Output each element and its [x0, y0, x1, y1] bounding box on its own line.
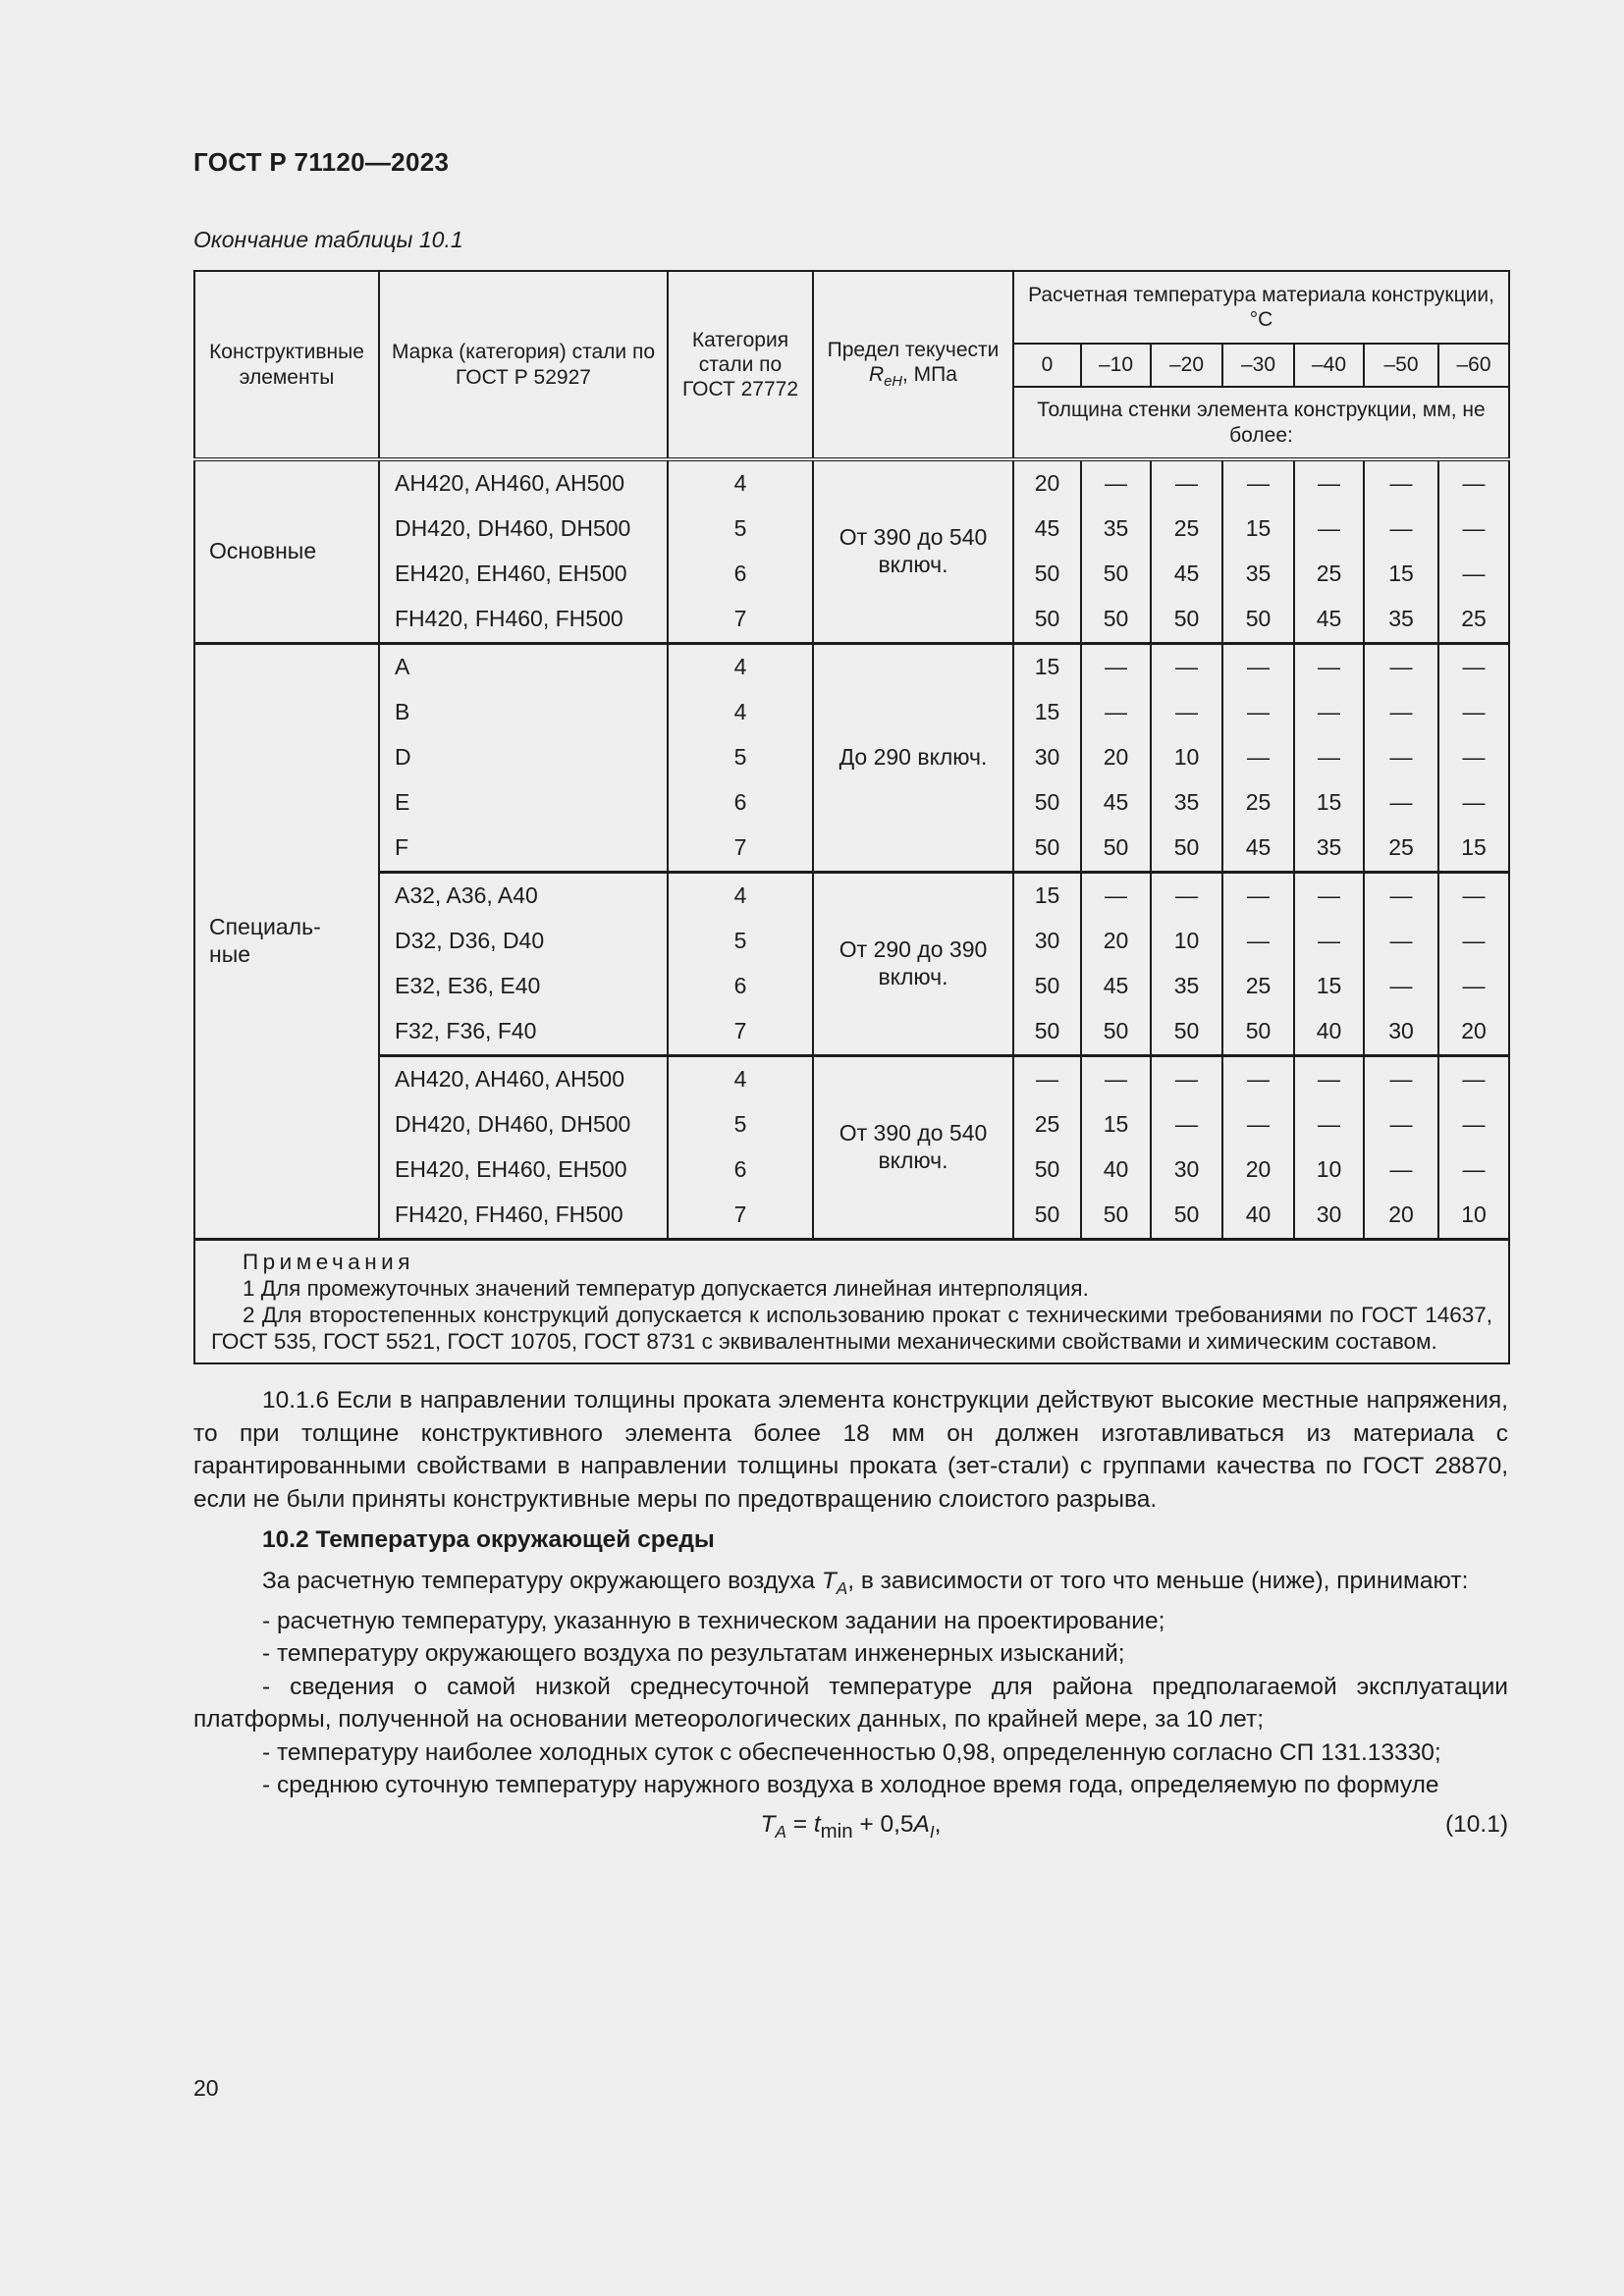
thickness-value-cell: 25: [1438, 597, 1509, 644]
thickness-value-cell: —: [1294, 507, 1364, 552]
temp-header-cell: –10: [1081, 344, 1151, 387]
thickness-value-cell: —: [1364, 964, 1438, 1009]
category-cell: 4: [668, 690, 813, 735]
formula-tail: ,: [934, 1810, 942, 1838]
element-special-line: ные: [209, 941, 251, 967]
thickness-value-cell: 15: [1438, 826, 1509, 873]
steel-grade-cell: E32, E36, E40: [379, 964, 668, 1009]
thickness-value-cell: —: [1222, 1056, 1294, 1103]
thickness-value-cell: —: [1294, 873, 1364, 920]
thickness-value-cell: 50: [1222, 597, 1294, 644]
thickness-value-cell: 15: [1013, 644, 1081, 691]
thickness-value-cell: —: [1364, 690, 1438, 735]
thickness-value-cell: —: [1438, 873, 1509, 920]
category-cell: 5: [668, 507, 813, 552]
thickness-value-cell: —: [1294, 1102, 1364, 1148]
thickness-value-cell: —: [1294, 644, 1364, 691]
formula-a: A: [913, 1810, 930, 1838]
formula-number: (10.1): [1444, 1810, 1508, 1838]
category-cell: 7: [668, 1193, 813, 1240]
thickness-value-cell: 15: [1222, 507, 1294, 552]
table-caption: Окончание таблицы 10.1: [193, 227, 463, 252]
thickness-value-cell: —: [1364, 780, 1438, 826]
thickness-value-cell: 50: [1151, 1193, 1222, 1240]
notes-title: Примечания: [243, 1250, 414, 1274]
thickness-value-cell: 35: [1151, 964, 1222, 1009]
steel-grade-cell: D32, D36, D40: [379, 919, 668, 964]
table-notes: [194, 1240, 1509, 1364]
thickness-value-cell: —: [1364, 919, 1438, 964]
category-cell: 6: [668, 1148, 813, 1193]
steel-grade-cell: A: [379, 644, 668, 691]
element-main-cell: Основные: [194, 459, 379, 644]
thickness-value-cell: 25: [1294, 552, 1364, 597]
temp-header-cell: –60: [1438, 344, 1509, 387]
temp-header-cell: 0: [1013, 344, 1081, 387]
thickness-value-cell: 40: [1081, 1148, 1151, 1193]
yield-strength-cell: До 290 включ.: [813, 644, 1013, 873]
thickness-value-cell: 45: [1151, 552, 1222, 597]
category-cell: 4: [668, 873, 813, 920]
note-2: 2 Для второстепенных конструкций допускается к использованию прокат с техническими требованиями по ГОСТ 14637, ГОСТ 535, ГОСТ 5521, ГОСТ 10705, ГОСТ 8731 с эквивалентными механическими свойствами и химическим составом.: [211, 1303, 1493, 1354]
element-special-line: Специаль-: [209, 914, 321, 940]
page-number: 20: [193, 2075, 219, 2101]
thickness-value-cell: 30: [1294, 1193, 1364, 1240]
formula-expression: [193, 1808, 1508, 1848]
steel-grade-cell: B: [379, 690, 668, 735]
thickness-value-cell: 15: [1081, 1102, 1151, 1148]
header-grade: Марка (категория) стали по ГОСТ Р 52927: [379, 271, 668, 459]
paragraph-design-temperature: [193, 1565, 1508, 1605]
category-cell: 5: [668, 735, 813, 780]
thickness-value-cell: 40: [1294, 1009, 1364, 1056]
thickness-value-cell: 15: [1294, 964, 1364, 1009]
thickness-value-cell: —: [1438, 552, 1509, 597]
list-item: - расчетную температуру, указанную в техническом задании на проектирование;: [262, 1607, 1165, 1634]
thickness-value-cell: —: [1013, 1056, 1081, 1103]
thickness-value-cell: 20: [1081, 919, 1151, 964]
thickness-value-cell: 25: [1151, 507, 1222, 552]
table-row: [194, 1056, 1509, 1103]
thickness-value-cell: 45: [1222, 826, 1294, 873]
list-item: - температуру окружающего воздуха по результатам инженерных изысканий;: [262, 1640, 1125, 1668]
thickness-value-cell: 35: [1151, 780, 1222, 826]
p2-text-end: , в зависимости от того что меньше (ниже), принимают:: [847, 1567, 1469, 1594]
thickness-value-cell: 20: [1081, 735, 1151, 780]
thickness-value-cell: 35: [1294, 826, 1364, 873]
steel-grade-cell: DH420, DH460, DH500: [379, 1102, 668, 1148]
formula-plus: + 0,5: [852, 1810, 914, 1838]
steel-grade-cell: E: [379, 780, 668, 826]
thickness-value-cell: —: [1151, 644, 1222, 691]
p2-symbol: T: [821, 1567, 837, 1594]
thickness-value-cell: —: [1081, 1056, 1151, 1103]
thickness-value-cell: —: [1222, 690, 1294, 735]
steel-thickness-table: [193, 270, 1510, 1364]
thickness-value-cell: 50: [1013, 597, 1081, 644]
table-row: [194, 644, 1509, 691]
thickness-value-cell: —: [1151, 1102, 1222, 1148]
notes-row: [194, 1240, 1509, 1364]
thickness-value-cell: —: [1222, 644, 1294, 691]
thickness-value-cell: 50: [1151, 1009, 1222, 1056]
thickness-value-cell: 50: [1081, 1009, 1151, 1056]
thickness-value-cell: 50: [1081, 552, 1151, 597]
formula-eq: =: [785, 1810, 814, 1838]
list-item: - сведения о самой низкой среднесуточной температуре для района предполагаемой эксплуатации платформы, полученной на основании метеорологических данных, по крайней мере, за 10 лет;: [193, 1673, 1508, 1734]
thickness-value-cell: 15: [1364, 552, 1438, 597]
thickness-value-cell: —: [1438, 1056, 1509, 1103]
thickness-value-cell: —: [1438, 735, 1509, 780]
thickness-value-cell: —: [1438, 459, 1509, 507]
thickness-value-cell: 20: [1222, 1148, 1294, 1193]
header-yield-unit: , МПа: [902, 363, 957, 387]
thickness-value-cell: 20: [1364, 1193, 1438, 1240]
header-temperature: Расчетная температура материала конструкции, °С: [1013, 271, 1509, 344]
thickness-value-cell: —: [1151, 690, 1222, 735]
category-cell: 4: [668, 459, 813, 507]
thickness-value-cell: —: [1438, 780, 1509, 826]
steel-grade-cell: EH420, EH460, EH500: [379, 552, 668, 597]
header-yield-sub: еН: [884, 374, 902, 391]
category-cell: 7: [668, 826, 813, 873]
category-cell: 4: [668, 1056, 813, 1103]
table-row: [194, 873, 1509, 920]
thickness-value-cell: —: [1364, 1102, 1438, 1148]
thickness-value-cell: 25: [1222, 964, 1294, 1009]
category-cell: 5: [668, 1102, 813, 1148]
thickness-value-cell: 50: [1013, 1148, 1081, 1193]
thickness-value-cell: —: [1364, 507, 1438, 552]
thickness-value-cell: —: [1081, 690, 1151, 735]
header-yield-symbol: R: [869, 363, 885, 387]
thickness-value-cell: —: [1364, 873, 1438, 920]
thickness-value-cell: 45: [1081, 964, 1151, 1009]
thickness-value-cell: 25: [1222, 780, 1294, 826]
thickness-value-cell: —: [1222, 735, 1294, 780]
thickness-value-cell: —: [1364, 735, 1438, 780]
thickness-value-cell: 50: [1013, 826, 1081, 873]
thickness-value-cell: 30: [1151, 1148, 1222, 1193]
thickness-value-cell: —: [1438, 964, 1509, 1009]
formula-lhs: T: [760, 1810, 776, 1838]
formula-t: t: [813, 1810, 821, 1838]
thickness-value-cell: 15: [1013, 873, 1081, 920]
steel-grade-cell: D: [379, 735, 668, 780]
thickness-value-cell: —: [1438, 1148, 1509, 1193]
thickness-value-cell: —: [1438, 644, 1509, 691]
thickness-value-cell: 20: [1438, 1009, 1509, 1056]
thickness-value-cell: 50: [1222, 1009, 1294, 1056]
thickness-value-cell: —: [1364, 1056, 1438, 1103]
thickness-value-cell: 10: [1438, 1193, 1509, 1240]
section-heading-10-2: 10.2 Температура окружающей среды: [262, 1526, 715, 1553]
category-cell: 4: [668, 644, 813, 691]
thickness-value-cell: 10: [1151, 919, 1222, 964]
thickness-value-cell: 25: [1013, 1102, 1081, 1148]
thickness-value-cell: 25: [1364, 826, 1438, 873]
thickness-value-cell: —: [1081, 459, 1151, 507]
category-cell: 7: [668, 1009, 813, 1056]
category-cell: 6: [668, 780, 813, 826]
steel-grade-cell: DH420, DH460, DH500: [379, 507, 668, 552]
thickness-value-cell: —: [1222, 919, 1294, 964]
thickness-value-cell: —: [1151, 459, 1222, 507]
yield-strength-cell: От 290 до 390 включ.: [813, 873, 1013, 1056]
table-row: [194, 459, 1509, 507]
thickness-value-cell: 30: [1364, 1009, 1438, 1056]
thickness-value-cell: 50: [1081, 826, 1151, 873]
list-item: - среднюю суточную температуру наружного воздуха в холодное время года, определяемую по формуле: [262, 1772, 1439, 1799]
thickness-value-cell: —: [1222, 1102, 1294, 1148]
thickness-value-cell: —: [1081, 873, 1151, 920]
thickness-value-cell: 50: [1081, 597, 1151, 644]
header-elements: Конструктивные элементы: [194, 271, 379, 459]
thickness-value-cell: —: [1151, 1056, 1222, 1103]
steel-grade-cell: AH420, AH460, AH500: [379, 459, 668, 507]
category-cell: 6: [668, 964, 813, 1009]
p2-text: За расчетную температуру окружающего воздуха: [262, 1567, 822, 1594]
thickness-value-cell: 50: [1013, 552, 1081, 597]
thickness-value-cell: 10: [1294, 1148, 1364, 1193]
thickness-value-cell: 35: [1222, 552, 1294, 597]
thickness-value-cell: —: [1364, 459, 1438, 507]
list-item: - температуру наиболее холодных суток с обеспеченностью 0,98, определенную согласно СП 131.13330;: [262, 1738, 1441, 1766]
thickness-value-cell: 15: [1294, 780, 1364, 826]
thickness-value-cell: 50: [1013, 1009, 1081, 1056]
thickness-value-cell: 30: [1013, 919, 1081, 964]
thickness-value-cell: 40: [1222, 1193, 1294, 1240]
paragraph-10-1-6: 10.1.6 Если в направлении толщины проката элемента конструкции действуют высокие местные напряжения, то при толщине конструктивного элемента более 18 мм он должен изготавливаться из материала с гарантированными свойствами в направлении толщины проката (зет-стали) с группами качества по ГОСТ 28870, если не были приняты конструктивные меры по предотвращению слоистого разрыва.: [193, 1387, 1508, 1513]
header-yield: [813, 271, 1013, 459]
formula-t-sub: min: [820, 1820, 853, 1842]
thickness-value-cell: 30: [1013, 735, 1081, 780]
thickness-value-cell: —: [1438, 690, 1509, 735]
yield-strength-cell: От 390 до 540 включ.: [813, 459, 1013, 644]
temp-header-cell: –40: [1294, 344, 1364, 387]
p2-symbol-sub: A: [836, 1577, 848, 1598]
thickness-value-cell: —: [1438, 919, 1509, 964]
header-thickness: Толщина стенки элемента конструкции, мм, не более:: [1013, 387, 1509, 459]
thickness-value-cell: 10: [1151, 735, 1222, 780]
thickness-value-cell: —: [1294, 919, 1364, 964]
temp-header-cell: –50: [1364, 344, 1438, 387]
steel-grade-cell: F: [379, 826, 668, 873]
steel-grade-cell: FH420, FH460, FH500: [379, 597, 668, 644]
thickness-value-cell: 35: [1364, 597, 1438, 644]
thickness-value-cell: —: [1364, 1148, 1438, 1193]
thickness-value-cell: —: [1294, 459, 1364, 507]
header-category: Категория стали по ГОСТ 27772: [668, 271, 813, 459]
thickness-value-cell: 50: [1151, 597, 1222, 644]
steel-grade-cell: AH420, AH460, AH500: [379, 1056, 668, 1103]
thickness-value-cell: 50: [1013, 1193, 1081, 1240]
thickness-value-cell: 20: [1013, 459, 1081, 507]
category-cell: 7: [668, 597, 813, 644]
body-text: [193, 1384, 1508, 1851]
thickness-value-cell: —: [1294, 735, 1364, 780]
temp-header-cell: –20: [1151, 344, 1222, 387]
thickness-value-cell: 50: [1013, 780, 1081, 826]
thickness-value-cell: —: [1222, 459, 1294, 507]
thickness-value-cell: —: [1081, 644, 1151, 691]
yield-strength-cell: От 390 до 540 включ.: [813, 1056, 1013, 1240]
formula-10-1: [193, 1808, 1508, 1851]
category-cell: 5: [668, 919, 813, 964]
thickness-value-cell: —: [1151, 873, 1222, 920]
thickness-value-cell: —: [1294, 690, 1364, 735]
note-1: 1 Для промежуточных значений температур допускается линейная интерполяция.: [243, 1276, 1089, 1301]
category-cell: 6: [668, 552, 813, 597]
thickness-value-cell: 15: [1013, 690, 1081, 735]
thickness-value-cell: 45: [1013, 507, 1081, 552]
steel-grade-cell: F32, F36, F40: [379, 1009, 668, 1056]
thickness-value-cell: 50: [1151, 826, 1222, 873]
thickness-value-cell: —: [1294, 1056, 1364, 1103]
steel-grade-cell: EH420, EH460, EH500: [379, 1148, 668, 1193]
thickness-value-cell: —: [1438, 507, 1509, 552]
thickness-value-cell: —: [1438, 1102, 1509, 1148]
thickness-value-cell: 45: [1081, 780, 1151, 826]
formula-a-sub: I: [929, 1821, 935, 1842]
thickness-value-cell: —: [1364, 644, 1438, 691]
thickness-value-cell: 50: [1013, 964, 1081, 1009]
thickness-value-cell: 45: [1294, 597, 1364, 644]
steel-grade-cell: FH420, FH460, FH500: [379, 1193, 668, 1240]
header-yield-text: Предел текучести: [827, 338, 1000, 361]
thickness-value-cell: —: [1222, 873, 1294, 920]
document-header: ГОСТ Р 71120—2023: [193, 147, 450, 177]
element-special-cell: [194, 644, 379, 1240]
temp-header-cell: –30: [1222, 344, 1294, 387]
thickness-value-cell: 35: [1081, 507, 1151, 552]
steel-grade-cell: A32, A36, A40: [379, 873, 668, 920]
thickness-value-cell: 50: [1081, 1193, 1151, 1240]
formula-lhs-sub: A: [775, 1821, 786, 1842]
